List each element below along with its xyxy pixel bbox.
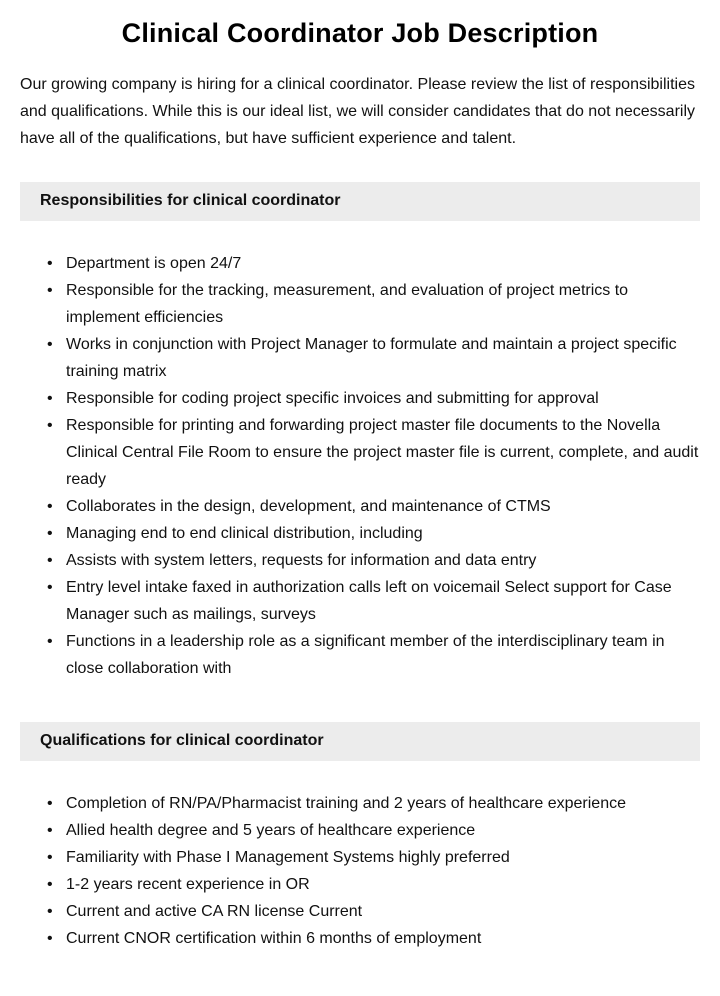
list-item: • 1-2 years recent experience in OR [66, 871, 700, 898]
list-item: • Current and active CA RN license Current [66, 898, 700, 925]
qualifications-list [20, 790, 700, 952]
list-item: • Entry level intake faxed in authorization calls left on voicemail Select support for Case Manager such as mailings, surveys [66, 574, 700, 628]
list-item: • Familiarity with Phase I Management Systems highly preferred [66, 844, 700, 871]
list-item: • Managing end to end clinical distribution, including [66, 520, 700, 547]
list-item: • Responsible for coding project specific invoices and submitting for approval [66, 385, 700, 412]
list-item: • Responsible for printing and forwarding project master file documents to the Novella Clinical Central File Room to ensure the project master file is current, complete, and audit ready [66, 412, 700, 493]
list-item: • Assists with system letters, requests for information and data entry [66, 547, 700, 574]
responsibilities-list [20, 250, 700, 682]
intro-paragraph: Our growing company is hiring for a clinical coordinator. Please review the list of responsibilities and qualifications. While this is our ideal list, we will consider candidates that do not necessarily have all of the qualifications, but have sufficient experience and talent. [20, 76, 696, 147]
qualifications-section-heading: Qualifications for clinical coordinator [20, 722, 700, 761]
list-item: • Department is open 24/7 [66, 250, 700, 277]
responsibilities-section-heading: Responsibilities for clinical coordinator [20, 182, 700, 221]
list-item: • Collaborates in the design, development, and maintenance of CTMS [66, 493, 700, 520]
list-item: • Allied health degree and 5 years of healthcare experience [66, 817, 700, 844]
page-title: Clinical Coordinator Job Description [121, 18, 599, 48]
list-item: • Current CNOR certification within 6 months of employment [66, 925, 700, 952]
list-item: • Functions in a leadership role as a significant member of the interdisciplinary team in close collaboration with [66, 628, 700, 682]
list-item: • Responsible for the tracking, measurement, and evaluation of project metrics to implement efficiencies [66, 277, 700, 331]
list-item: • Works in conjunction with Project Manager to formulate and maintain a project specific training matrix [66, 331, 700, 385]
list-item: • Completion of RN/PA/Pharmacist training and 2 years of healthcare experience [66, 790, 700, 817]
